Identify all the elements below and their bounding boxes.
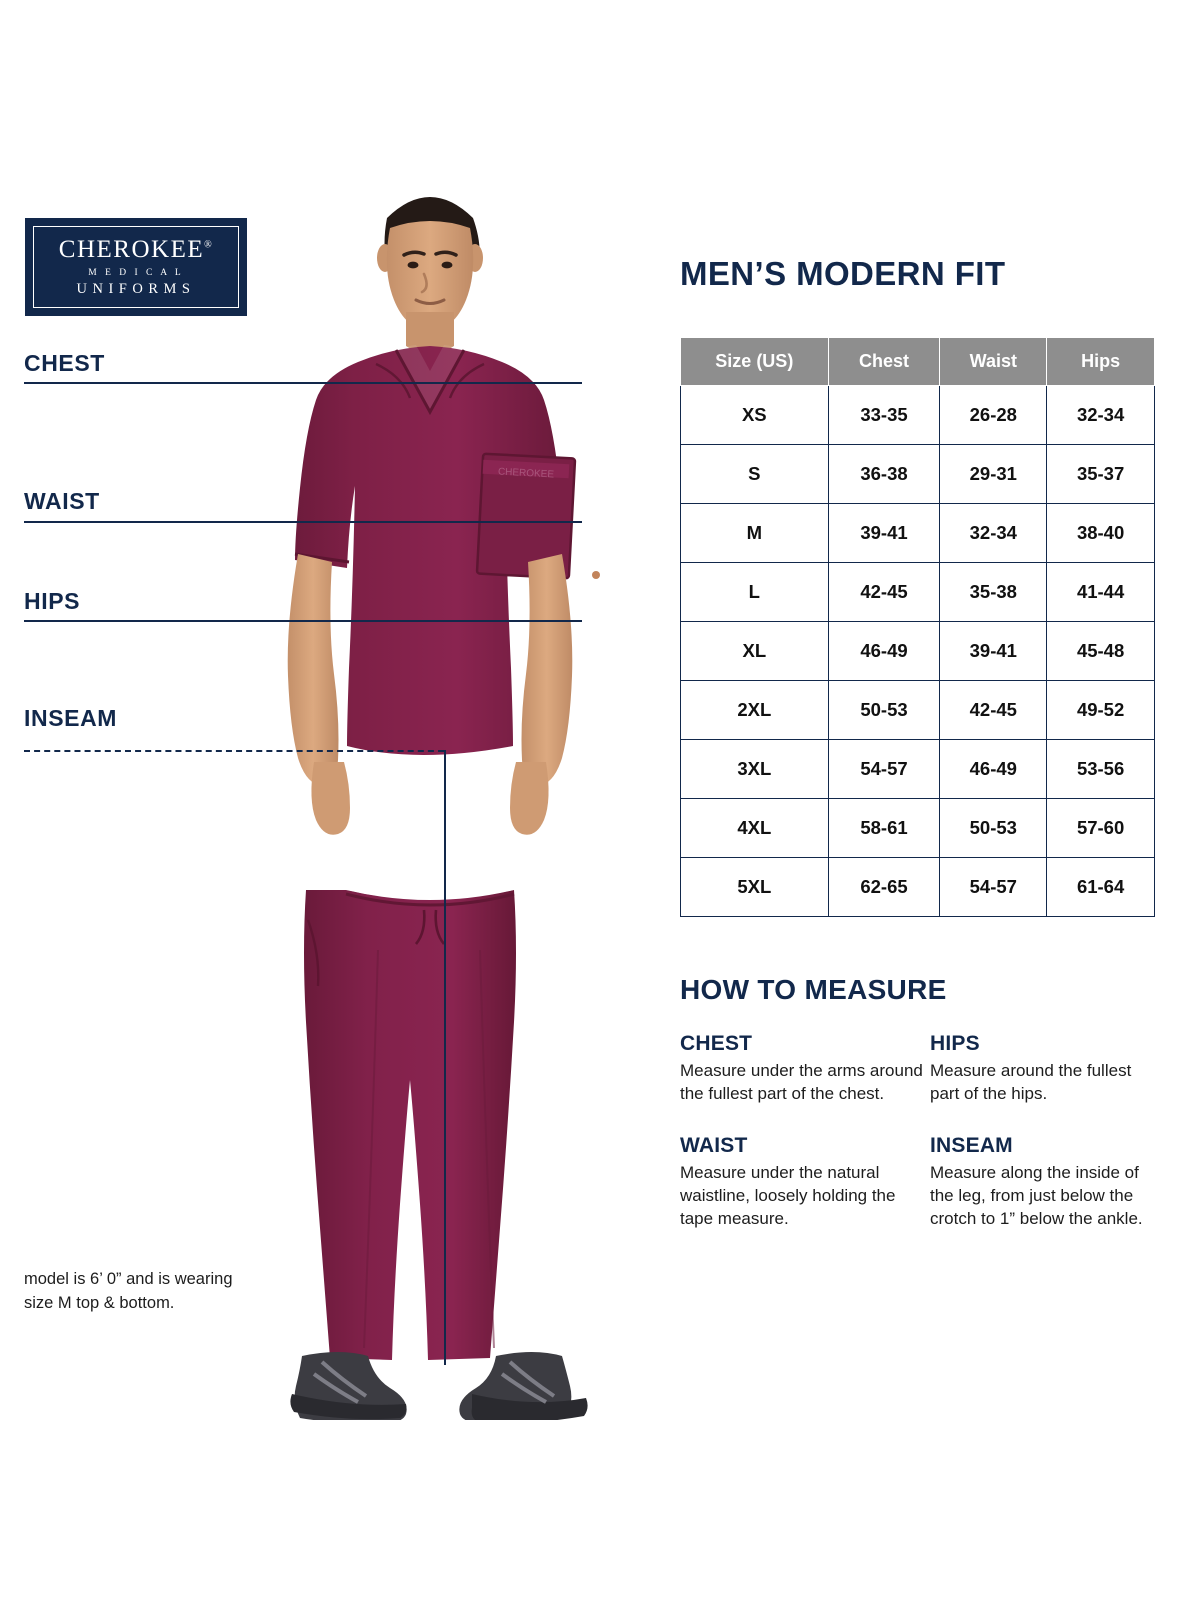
cell-hips: 61-64 — [1047, 858, 1155, 917]
cell-size: 2XL — [681, 681, 829, 740]
cell-waist: 54-57 — [940, 858, 1047, 917]
cell-chest: 33-35 — [828, 386, 940, 445]
how-to-measure-waist — [680, 1134, 930, 1231]
cell-size: 3XL — [681, 740, 829, 799]
how-text-waist: Measure under the natural waistline, loosely holding the tape measure. — [680, 1162, 896, 1228]
cell-hips: 53-56 — [1047, 740, 1155, 799]
cell-size: XS — [681, 386, 829, 445]
cell-size: M — [681, 504, 829, 563]
table-header-row — [681, 338, 1155, 386]
callout-label-chest: CHEST — [24, 350, 105, 376]
cell-waist: 46-49 — [940, 740, 1047, 799]
how-to-measure-inseam — [930, 1134, 1150, 1231]
table-row — [681, 681, 1155, 740]
cell-size: XL — [681, 622, 829, 681]
table-row — [681, 563, 1155, 622]
how-heading-waist: WAIST — [680, 1133, 748, 1157]
cell-chest: 42-45 — [828, 563, 940, 622]
how-to-measure-title: HOW TO MEASURE — [680, 974, 947, 1005]
brand-logo — [25, 218, 247, 316]
cell-chest: 54-57 — [828, 740, 940, 799]
cell-chest: 58-61 — [828, 799, 940, 858]
callout-line-inseam — [24, 750, 444, 752]
column-header-waist: Waist — [940, 338, 1047, 386]
cell-hips: 57-60 — [1047, 799, 1155, 858]
callout-line-waist — [24, 521, 582, 523]
brand-registered-mark: ® — [204, 239, 214, 251]
cell-waist: 32-34 — [940, 504, 1047, 563]
cell-waist: 50-53 — [940, 799, 1047, 858]
callout-label-inseam: INSEAM — [24, 705, 118, 731]
callout-line-hips — [24, 620, 582, 622]
size-table — [680, 337, 1155, 917]
cell-size: 4XL — [681, 799, 829, 858]
cell-hips: 45-48 — [1047, 622, 1155, 681]
table-row — [681, 622, 1155, 681]
cell-chest: 62-65 — [828, 858, 940, 917]
svg-text:CHEROKEE: CHEROKEE — [497, 466, 555, 481]
table-row — [681, 799, 1155, 858]
cell-chest: 50-53 — [828, 681, 940, 740]
model-note: model is 6’ 0” and is wearing size M top & bottom. — [24, 1270, 233, 1312]
how-text-inseam: Measure along the inside of the leg, from just below the crotch to 1” below the ankle. — [930, 1162, 1143, 1228]
how-heading-chest: CHEST — [680, 1032, 753, 1055]
brand-name: CHEROKEE — [58, 236, 205, 264]
column-header-chest: Chest — [828, 338, 940, 386]
brand-subtitle-uniforms: UNIFORMS — [76, 280, 196, 297]
table-row — [681, 740, 1155, 799]
cell-waist: 42-45 — [940, 681, 1047, 740]
cell-waist: 26-28 — [940, 386, 1047, 445]
how-heading-hips: HIPS — [930, 1032, 980, 1055]
cell-hips: 41-44 — [1047, 563, 1155, 622]
callout-line-chest — [24, 382, 582, 384]
column-header-hips: Hips — [1047, 338, 1155, 386]
table-row — [681, 386, 1155, 445]
cell-chest: 46-49 — [828, 622, 940, 681]
cell-chest: 39-41 — [828, 504, 940, 563]
callout-line-inseam-vertical — [444, 750, 446, 1365]
cell-hips: 49-52 — [1047, 681, 1155, 740]
cell-chest: 36-38 — [828, 445, 940, 504]
how-to-measure-hips — [930, 1032, 1150, 1106]
how-text-chest: Measure under the arms around the fullest part of the chest. — [680, 1061, 923, 1103]
how-to-measure-chest — [680, 1032, 930, 1106]
cell-hips: 32-34 — [1047, 386, 1155, 445]
how-to-measure-grid — [680, 1032, 1150, 1231]
cell-waist: 39-41 — [940, 622, 1047, 681]
cell-hips: 38-40 — [1047, 504, 1155, 563]
table-row — [681, 445, 1155, 504]
cell-size: L — [681, 563, 829, 622]
column-header-size: Size (US) — [681, 338, 829, 386]
cell-waist: 29-31 — [940, 445, 1047, 504]
table-row — [681, 858, 1155, 917]
callout-label-waist: WAIST — [24, 488, 100, 514]
cell-size: S — [681, 445, 829, 504]
how-heading-inseam: INSEAM — [930, 1133, 1013, 1157]
cell-hips: 35-37 — [1047, 445, 1155, 504]
callout-label-hips: HIPS — [24, 588, 81, 614]
how-text-hips: Measure around the fullest part of the hips. — [930, 1061, 1132, 1103]
brand-subtitle-medical: M E D I C A L — [88, 267, 184, 278]
cell-waist: 35-38 — [940, 563, 1047, 622]
table-row — [681, 504, 1155, 563]
cell-size: 5XL — [681, 858, 829, 917]
model-illustration — [180, 150, 680, 1420]
page-title: MEN’S MODERN FIT — [680, 255, 1006, 292]
